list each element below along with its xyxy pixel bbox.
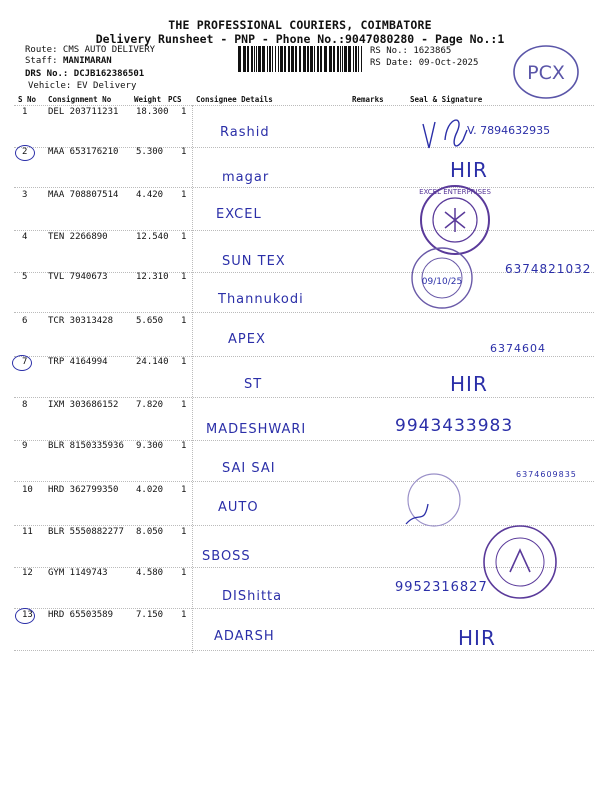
barcode-bar xyxy=(337,46,339,72)
row-divider xyxy=(14,187,594,188)
row-pcs: 1 xyxy=(181,316,187,326)
barcode-bar xyxy=(348,46,351,72)
row-sno: 10 xyxy=(22,485,33,495)
barcode-bar xyxy=(342,46,343,72)
signature-row7: HIR xyxy=(450,372,488,396)
barcode-bar xyxy=(344,46,347,72)
row-sno: 2 xyxy=(22,147,28,157)
barcode-bar xyxy=(256,46,257,72)
pcx-stamp-label: PCX xyxy=(527,62,565,84)
barcode-bar xyxy=(310,46,313,72)
row-consignee-handwritten: DIShitta xyxy=(222,589,283,604)
row-consignee-handwritten: SBOSS xyxy=(202,549,251,564)
row-sno: 4 xyxy=(22,232,28,242)
row-consignment-no: BLR 5550882277 xyxy=(48,527,124,537)
barcode-bar xyxy=(262,46,265,72)
seal-row5-text: 09/10/25 xyxy=(421,277,463,287)
barcode-bar xyxy=(303,46,306,72)
row-consignee-handwritten: SAI SAI xyxy=(222,461,276,476)
row-weight: 18.300 xyxy=(136,107,169,117)
barcode-bar xyxy=(324,46,327,72)
vehicle-text: Vehicle: EV Delivery xyxy=(28,81,137,91)
seal-row10 xyxy=(398,470,468,540)
signature-row1 xyxy=(415,110,590,160)
barcode-bar xyxy=(317,46,319,72)
barcode-bar xyxy=(288,46,290,72)
row-consignee-handwritten: Thannukodi xyxy=(218,292,304,307)
row-consignment-no: GYM 1149743 xyxy=(48,568,108,578)
col-remarks: Remarks xyxy=(352,95,384,104)
row-consignee-handwritten: APEX xyxy=(228,332,266,347)
signature-row12: 9952316827 xyxy=(395,580,488,595)
row-divider xyxy=(14,230,594,231)
row-consignee-handwritten: magar xyxy=(222,170,270,185)
row-pcs: 1 xyxy=(181,147,187,157)
route-text: Route: CMS AUTO DELIVERY xyxy=(25,45,156,55)
barcode-bar xyxy=(284,46,286,72)
row-consignee-handwritten: ADARSH xyxy=(214,629,275,644)
serial-circle-mark xyxy=(15,145,35,161)
barcode-bar xyxy=(238,46,241,72)
row-weight: 8.050 xyxy=(136,527,164,537)
serial-circle-mark xyxy=(12,355,32,371)
drs-value: DCJB162386501 xyxy=(73,69,145,79)
header-divider xyxy=(14,105,594,106)
staff-label: Staff: xyxy=(25,56,63,66)
row-pcs: 1 xyxy=(181,400,187,410)
signature-row9: 6374609835 xyxy=(516,470,577,479)
row-consignee-handwritten: Rashid xyxy=(220,125,270,140)
drs-line xyxy=(25,69,144,80)
row-weight: 4.580 xyxy=(136,568,164,578)
row-divider xyxy=(14,650,594,651)
barcode-bar xyxy=(355,46,357,72)
barcode-bar xyxy=(247,46,249,72)
rs-date: RS Date: 09-Oct-2025 xyxy=(370,58,479,68)
barcode-bar xyxy=(361,46,362,72)
barcode-bar xyxy=(291,46,294,72)
row-consignment-no: HRD 65503589 xyxy=(48,610,114,620)
row-sno: 1 xyxy=(22,107,28,117)
row-weight: 5.650 xyxy=(136,316,164,326)
row-consignee-handwritten: EXCEL xyxy=(216,207,262,222)
row-consignment-no: MAA 653176210 xyxy=(48,147,119,157)
col-pcs: PCS xyxy=(168,95,182,104)
col-consignment: Consignment No xyxy=(48,95,112,104)
row-consignee-handwritten: ST xyxy=(244,377,263,392)
col-sno: S No xyxy=(18,95,37,104)
row-weight: 7.820 xyxy=(136,400,164,410)
barcode-bar xyxy=(280,46,283,72)
row-pcs: 1 xyxy=(181,485,187,495)
barcode-bar xyxy=(307,46,309,72)
row-sno: 8 xyxy=(22,400,28,410)
barcode-bar xyxy=(278,46,279,72)
row-pcs: 1 xyxy=(181,568,187,578)
row-sno: 9 xyxy=(22,441,28,451)
signature-row1-text: V. 7894632935 xyxy=(467,124,551,137)
row-consignment-no: TCR 30313428 xyxy=(48,316,114,326)
row-weight: 9.300 xyxy=(136,441,164,451)
row-pcs: 1 xyxy=(181,232,187,242)
row-weight: 12.310 xyxy=(136,272,169,282)
row-sno: 12 xyxy=(22,568,33,578)
barcode-bar xyxy=(353,46,354,72)
barcode-bar xyxy=(320,46,322,72)
barcode-bar xyxy=(295,46,297,72)
row-consignment-no: IXM 303686152 xyxy=(48,400,119,410)
row-weight: 5.300 xyxy=(136,147,164,157)
barcode-bar xyxy=(329,46,332,72)
company-title: THE PROFESSIONAL COURIERS, COIMBATORE xyxy=(168,18,432,32)
row-consignment-no: TVL 7940673 xyxy=(48,272,108,282)
barcode-bar xyxy=(269,46,271,72)
col-weight: Weight xyxy=(134,95,162,104)
runsheet-title: Delivery Runsheet - PNP - Phone No.:9047080280 - Page No.:1 xyxy=(95,32,505,46)
staff-value: MANIMARAN xyxy=(62,56,112,66)
row-pcs: 1 xyxy=(181,107,187,117)
row-pcs: 1 xyxy=(181,272,187,282)
row-sno: 3 xyxy=(22,190,28,200)
staff-line xyxy=(25,56,112,67)
barcode-bar xyxy=(254,46,255,72)
signature-row13: HIR xyxy=(458,626,496,650)
row-consignee-handwritten: AUTO xyxy=(218,500,259,515)
drs-label: DRS No.: xyxy=(25,69,74,79)
row-weight: 4.420 xyxy=(136,190,164,200)
row-consignment-no: DEL 203711231 xyxy=(48,107,119,117)
signature-row4: 6374821032 xyxy=(505,262,592,276)
row-consignment-no: TEN 2266890 xyxy=(48,232,108,242)
barcode-bar xyxy=(275,46,276,72)
barcode-bar xyxy=(243,46,246,72)
row-sno: 13 xyxy=(22,610,33,620)
row-sno: 5 xyxy=(22,272,28,282)
rs-number: RS No.: 1623865 xyxy=(370,46,452,56)
serial-circle-mark xyxy=(15,608,35,624)
col-consignee: Consignee Details xyxy=(196,95,273,104)
barcode-bar xyxy=(251,46,253,72)
row-consignee-handwritten: SUN TEX xyxy=(222,254,286,269)
signature-row8: 9943433983 xyxy=(395,416,514,436)
row-weight: 7.150 xyxy=(136,610,164,620)
row-pcs: 1 xyxy=(181,190,187,200)
row-weight: 4.020 xyxy=(136,485,164,495)
row-pcs: 1 xyxy=(181,610,187,620)
col-seal-signature: Seal & Signature xyxy=(410,95,483,104)
row-divider xyxy=(14,481,594,482)
barcode-bar xyxy=(299,46,301,72)
barcode-bar xyxy=(267,46,268,72)
barcode-bar xyxy=(272,46,273,72)
row-sno: 7 xyxy=(22,357,28,367)
row-pcs: 1 xyxy=(181,357,187,367)
barcode-bar xyxy=(333,46,335,72)
pcx-stamp xyxy=(510,42,582,102)
row-consignment-no: MAA 708807514 xyxy=(48,190,119,200)
row-sno: 6 xyxy=(22,316,28,326)
row-divider xyxy=(14,608,594,609)
barcode xyxy=(238,46,366,72)
row-pcs: 1 xyxy=(181,527,187,537)
row-consignment-no: BLR 8150335936 xyxy=(48,441,124,451)
barcode-bar xyxy=(314,46,315,72)
row-pcs: 1 xyxy=(181,441,187,451)
row-consignee-handwritten: MADESHWARI xyxy=(206,422,307,437)
row-weight: 12.540 xyxy=(136,232,169,242)
barcode-bar xyxy=(358,46,359,72)
row-weight: 24.140 xyxy=(136,357,169,367)
barcode-bar xyxy=(258,46,261,72)
row-sno: 11 xyxy=(22,527,33,537)
row-divider xyxy=(14,397,594,398)
barcode-bar xyxy=(340,46,341,72)
seal-excel-text: EXCEL ENTERPRISES xyxy=(419,188,491,196)
row-consignment-no: TRP 4164994 xyxy=(48,357,108,367)
signature-row6: 6374604 xyxy=(490,342,546,355)
row-divider xyxy=(14,312,594,313)
seal-row5 xyxy=(408,244,478,310)
row-consignment-no: HRD 362799350 xyxy=(48,485,119,495)
signature-row2: HIR xyxy=(450,158,488,182)
